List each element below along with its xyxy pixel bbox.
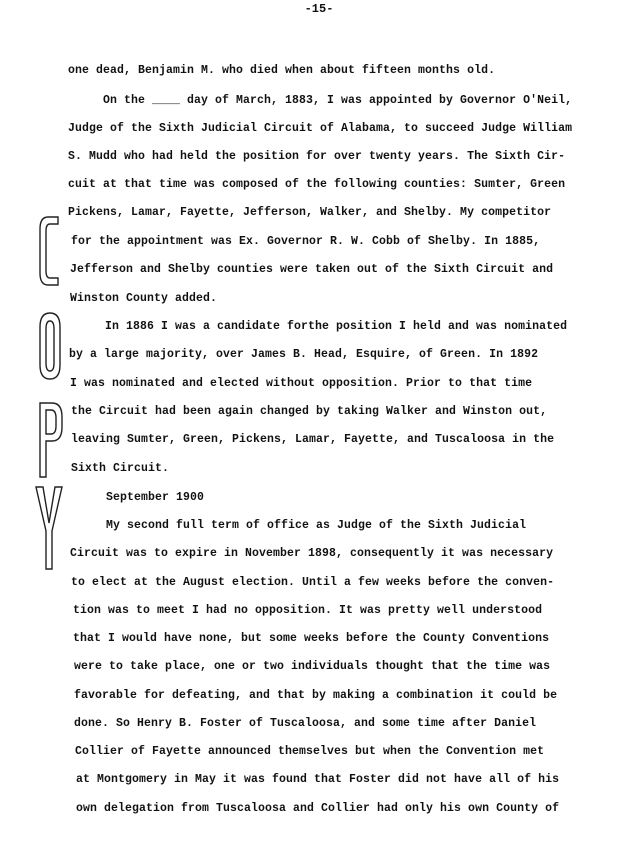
text-line: one dead, Benjamin M. who died when about fifteen months old. <box>68 64 496 77</box>
text-line: done. So Henry B. Foster of Tuscaloosa, and some time after Daniel <box>74 717 537 730</box>
text-line: My second full term of office as Judge of the Sixth Judicial <box>106 519 527 532</box>
text-line: Collier of Fayette announced themselves but when the Convention met <box>75 745 545 758</box>
text-line: On the ____ day of March, 1883, I was appointed by Governor O'Neil, <box>103 94 573 107</box>
text-line: that I would have none, but some weeks before the County Conventions <box>73 632 550 645</box>
text-line: S. Mudd who had held the position for over twenty years. The Sixth Cir- <box>68 150 566 163</box>
text-line: to elect at the August election. Until a few weeks before the conven- <box>71 576 555 589</box>
text-line: for the appointment was Ex. Governor R. W. Cobb of Shelby. In 1885, <box>71 235 541 248</box>
text-line: September 1900 <box>106 491 205 504</box>
text-line: Winston County added. <box>70 292 218 305</box>
text-line: Pickens, Lamar, Fayette, Jefferson, Walker, and Shelby. My competitor <box>68 206 552 219</box>
text-line: leaving Sumter, Green, Pickens, Lamar, Fayette, and Tuscaloosa in the <box>71 433 555 446</box>
text-line: at Montgomery in May it was found that Foster did not have all of his <box>76 773 560 786</box>
text-line: own delegation from Tuscaloosa and Collier had only his own County of <box>76 802 560 815</box>
text-line: were to take place, one or two individuals thought that the time was <box>74 660 551 673</box>
text-line: by a large majority, over James B. Head, Esquire, of Green. In 1892 <box>69 348 539 361</box>
text-line: favorable for defeating, and that by making a combination it could be <box>74 689 558 702</box>
text-line: Circuit was to expire in November 1898, consequently it was necessary <box>70 547 554 560</box>
text-line: tion was to meet I had no opposition. It was pretty well understood <box>73 604 543 617</box>
text-line: I was nominated and elected without opposition. Prior to that time <box>70 377 533 390</box>
copy-stamp <box>34 215 70 595</box>
text-line: the Circuit had been again changed by taking Walker and Winston out, <box>71 405 548 418</box>
text-line: In 1886 I was a candidate forthe position I held and was nominated <box>105 320 568 333</box>
page-number: -15- <box>304 2 334 16</box>
text-line: cuit at that time was composed of the following counties: Sumter, Green <box>68 178 566 191</box>
text-line: Judge of the Sixth Judicial Circuit of Alabama, to succeed Judge William <box>68 122 573 135</box>
text-line: Sixth Circuit. <box>71 462 170 475</box>
text-line: Jefferson and Shelby counties were taken out of the Sixth Circuit and <box>70 263 554 276</box>
